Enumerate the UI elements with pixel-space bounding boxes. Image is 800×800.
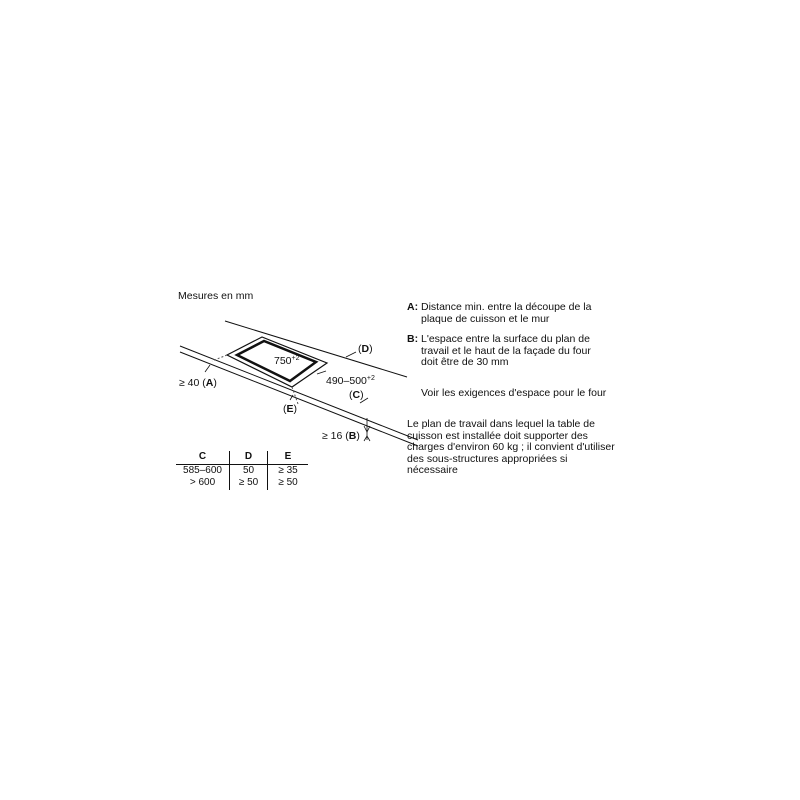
- d-label: (D): [358, 343, 373, 355]
- table-row: [176, 477, 308, 490]
- depth-label: $490-500^{+2}$: [326, 375, 375, 387]
- note-b: [407, 334, 627, 369]
- note-b-line: doit être de 30 mm: [421, 356, 509, 368]
- table-cell: ≥ 35: [268, 464, 309, 477]
- table-cell: > 600: [189, 477, 216, 488]
- table-header-e: E: [268, 451, 309, 464]
- table-row: [176, 464, 308, 477]
- table-cell: 50: [230, 464, 268, 477]
- worktop-note-line: charges d'environ 60 kg ; il convient d'utiliser: [407, 441, 615, 453]
- a-dimension-label: ≥ 40 (A): [179, 377, 217, 389]
- diagram-title: Mesures en mm: [178, 290, 254, 302]
- note-a-key: A:: [407, 301, 419, 313]
- cutout-projection-line: [212, 355, 227, 361]
- e-label: (E): [283, 403, 298, 415]
- note-b-line: travail et le haut de la façade du four: [421, 344, 591, 357]
- dim-depth-leader: [317, 371, 326, 374]
- note-a-line: Distance min. entre la découpe de la: [421, 301, 592, 313]
- table-cell: 585–600: [183, 464, 222, 476]
- width-label: $750^{+2}$: [274, 355, 300, 367]
- oven-note: Voir les exigences d'espace pour le four: [421, 387, 607, 399]
- note-b-line: L'espace entre la surface du plan de: [421, 333, 590, 345]
- note-a: [407, 302, 627, 325]
- worktop-note: [407, 419, 627, 477]
- worktop-note-line: nécessaire: [407, 464, 458, 476]
- dim-a-leader: [205, 365, 210, 372]
- table-cell: ≥ 50: [268, 477, 309, 490]
- note-a-line: plaque de cuisson et le mur: [421, 312, 550, 325]
- dimension-table: [176, 451, 308, 490]
- table-header-d: D: [230, 451, 268, 464]
- table-header-c: C: [176, 451, 230, 464]
- worktop-note-line: des sous-structures appropriées si: [407, 452, 568, 465]
- worktop-note-line: cuisson est installée doit supporter des: [407, 429, 588, 442]
- b-dimension-label: ≥ 16 (B): [322, 430, 360, 442]
- c-label: (C): [349, 389, 364, 401]
- note-b-key: B:: [407, 333, 419, 345]
- worktop-note-line: Le plan de travail dans lequel la table de: [407, 418, 595, 430]
- table-header-row: [176, 451, 308, 464]
- dim-d-leader: [346, 352, 356, 357]
- table-cell: ≥ 50: [230, 477, 268, 490]
